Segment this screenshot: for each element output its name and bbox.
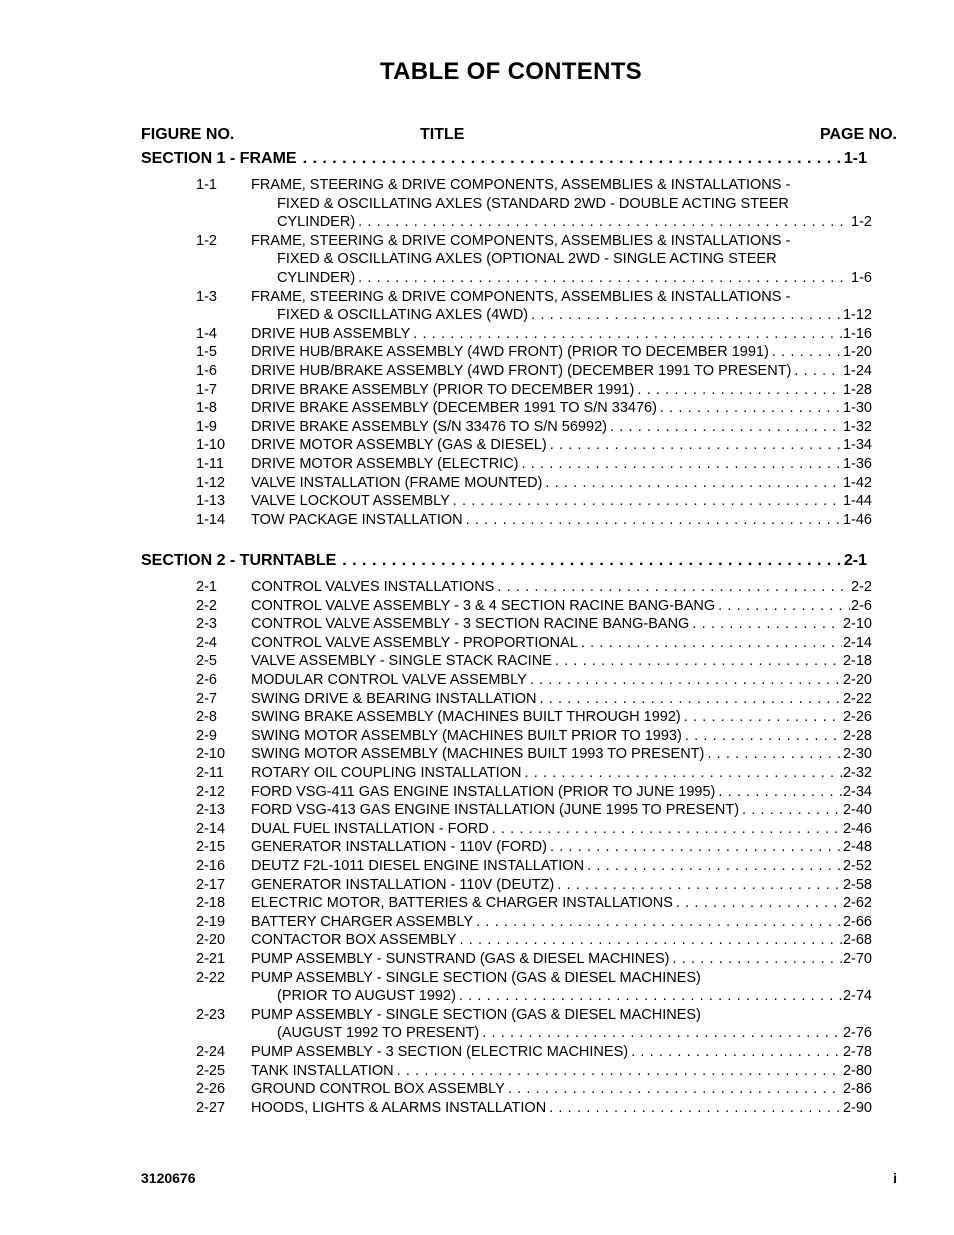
entry-title: DRIVE BRAKE ASSEMBLY (DECEMBER 1991 TO S/N 33476) <box>251 400 657 417</box>
entry-title: FORD VSG-411 GAS ENGINE INSTALLATION (PRIOR TO JUNE 1995) <box>251 783 716 800</box>
figure-number: 1-14 <box>196 511 226 528</box>
dot-leader <box>482 1025 842 1041</box>
figure-number: 2-17 <box>196 876 226 893</box>
dot-leader <box>660 400 842 416</box>
entry-title: PUMP ASSEMBLY - 3 SECTION (ELECTRIC MACHINES) <box>251 1044 629 1060</box>
entry-page: 2-10 <box>842 616 872 633</box>
entry-page: 1-46 <box>842 511 872 528</box>
entry-page: 2-6 <box>851 597 872 614</box>
section-heading[interactable] <box>141 150 867 168</box>
dot-leader <box>676 895 842 911</box>
entry-page: 2-70 <box>842 951 872 967</box>
dot-leader <box>718 598 850 614</box>
dot-leader <box>610 419 842 435</box>
dot-leader <box>492 821 842 837</box>
figure-number: 2-16 <box>196 858 226 874</box>
entry-title: FRAME, STEERING & DRIVE COMPONENTS, ASSEMBLIES & INSTALLATIONS - <box>251 288 791 305</box>
figure-number: 1-4 <box>196 325 217 342</box>
dot-leader <box>530 672 842 688</box>
page-no-header: PAGE NO. <box>819 126 897 143</box>
figure-number: 2-12 <box>196 783 226 800</box>
figure-number: 2-18 <box>196 895 226 912</box>
figure-number: 1-10 <box>196 437 226 454</box>
entry-title: PUMP ASSEMBLY - SINGLE SECTION (GAS & DIESEL MACHINES) <box>251 1006 701 1023</box>
dot-leader <box>684 709 842 725</box>
dot-leader <box>794 363 842 379</box>
dot-leader <box>672 951 842 967</box>
entry-page: 2-20 <box>842 672 872 688</box>
entry-page: 2-76 <box>842 1025 872 1042</box>
dot-leader <box>358 270 850 286</box>
entry-title: DRIVE HUB/BRAKE ASSEMBLY (4WD FRONT) (DECEMBER 1991 TO PRESENT) <box>251 363 792 379</box>
entry-page: 1-6 <box>851 269 872 286</box>
dot-leader <box>550 437 842 453</box>
dot-leader <box>555 653 842 669</box>
entry-page: 2-22 <box>842 690 872 707</box>
entry-title: DRIVE BRAKE ASSEMBLY (PRIOR TO DECEMBER 1991) <box>251 381 635 398</box>
entry-title: DRIVE BRAKE ASSEMBLY (S/N 33476 TO S/N 56992) <box>251 418 607 435</box>
entry-title: ROTARY OIL COUPLING INSTALLATION <box>251 765 522 781</box>
section-heading[interactable] <box>141 552 867 570</box>
entry-title: SWING DRIVE & BEARING INSTALLATION <box>251 690 537 707</box>
figure-number: 2-1 <box>196 579 217 595</box>
figure-number: 2-24 <box>196 1044 226 1060</box>
entry-page: 1-24 <box>842 363 872 379</box>
dot-leader <box>742 802 842 818</box>
entry-page: 2-74 <box>842 988 872 1005</box>
entry-page: 2-30 <box>842 746 872 763</box>
entry-page: 1-42 <box>842 474 872 491</box>
dot-leader <box>581 635 842 651</box>
section-page: 2-1 <box>843 552 867 569</box>
entry-page: 2-52 <box>842 858 872 874</box>
figure-number: 2-25 <box>196 1062 226 1079</box>
entry-page: 2-62 <box>842 895 872 912</box>
entry-page: 2-90 <box>842 1099 872 1116</box>
dot-leader <box>539 691 841 707</box>
page-title: TABLE OF CONTENTS <box>380 58 642 85</box>
figure-number: 1-1 <box>196 177 217 193</box>
dot-leader <box>772 344 842 360</box>
figure-number: 2-26 <box>196 1081 226 1098</box>
entry-title: DRIVE HUB/BRAKE ASSEMBLY (4WD FRONT) (PRIOR TO DECEMBER 1991) <box>251 344 769 361</box>
figure-number: 2-3 <box>196 616 217 633</box>
figure-number: 1-6 <box>196 363 217 379</box>
entry-page: 2-14 <box>842 634 872 651</box>
entry-title: DRIVE MOTOR ASSEMBLY (GAS & DIESEL) <box>251 437 547 454</box>
entry-title: CONTROL VALVE ASSEMBLY - PROPORTIONAL <box>251 634 578 651</box>
figure-number: 2-27 <box>196 1099 226 1116</box>
entry-title: GENERATOR INSTALLATION - 110V (DEUTZ) <box>251 876 555 893</box>
entry-title: MODULAR CONTROL VALVE ASSEMBLY <box>251 672 527 688</box>
entry-page: 2-34 <box>842 783 872 800</box>
entry-page: 1-36 <box>842 456 872 472</box>
title-header: TITLE <box>420 126 465 143</box>
dot-leader <box>459 932 842 948</box>
entry-title: PUMP ASSEMBLY - SUNSTRAND (GAS & DIESEL MACHINES) <box>251 951 670 967</box>
entry-page: 2-46 <box>842 820 872 837</box>
dot-leader <box>358 214 850 230</box>
entry-title: GROUND CONTROL BOX ASSEMBLY <box>251 1081 505 1098</box>
figure-number: 2-20 <box>196 932 226 949</box>
dot-leader <box>466 512 842 528</box>
dot-leader <box>531 307 842 323</box>
figure-number: 2-13 <box>196 802 226 819</box>
figure-number: 2-6 <box>196 672 217 688</box>
dot-leader <box>557 877 842 893</box>
figure-number: 2-10 <box>196 746 226 763</box>
entry-page: 2-48 <box>842 839 872 856</box>
entry-title: PUMP ASSEMBLY - SINGLE SECTION (GAS & DIESEL MACHINES) <box>251 969 701 986</box>
entry-title: CYLINDER) <box>277 269 356 286</box>
figure-number: 1-5 <box>196 344 217 361</box>
dot-leader <box>497 579 850 595</box>
entry-title: FIXED & OSCILLATING AXLES (4WD) <box>277 307 529 324</box>
entry-title: FORD VSG-413 GAS ENGINE INSTALLATION (JUNE 1995 TO PRESENT) <box>251 802 740 819</box>
entry-page: 2-28 <box>842 727 872 744</box>
figure-number: 2-8 <box>196 709 217 726</box>
dot-leader <box>545 475 842 491</box>
entry-title: DRIVE HUB ASSEMBLY <box>251 325 411 342</box>
entry-page: 1-2 <box>851 214 872 231</box>
section-label: SECTION 1 - FRAME <box>141 150 297 167</box>
entry-page: 2-66 <box>842 913 872 930</box>
dot-leader <box>549 1100 842 1116</box>
figure-number: 2-21 <box>196 951 226 967</box>
entry-page: 2-2 <box>851 579 872 595</box>
figure-number: 1-3 <box>196 288 217 305</box>
figure-no-header: FIGURE NO. <box>141 126 235 143</box>
entry-title: CONTACTOR BOX ASSEMBLY <box>251 932 457 949</box>
dot-leader <box>459 988 842 1004</box>
dot-leader <box>692 616 842 632</box>
entry-title: CONTROL VALVES INSTALLATIONS <box>251 579 495 595</box>
dot-leader <box>453 493 842 509</box>
entry-page: 1-20 <box>842 344 872 361</box>
dot-leader <box>522 456 842 472</box>
entry-page: 1-16 <box>842 325 872 342</box>
figure-number: 1-7 <box>196 381 217 398</box>
figure-number: 2-22 <box>196 969 226 986</box>
entry-title: DRIVE MOTOR ASSEMBLY (ELECTRIC) <box>251 456 519 472</box>
entry-title: VALVE LOCKOUT ASSEMBLY <box>251 493 450 510</box>
figure-number: 1-12 <box>196 474 226 491</box>
figure-number: 2-23 <box>196 1006 226 1023</box>
dot-leader <box>524 765 842 781</box>
section-page: 1-1 <box>843 150 867 167</box>
entry-title: VALVE ASSEMBLY - SINGLE STACK RACINE <box>251 653 552 670</box>
entry-title: FIXED & OSCILLATING AXLES (STANDARD 2WD - DOUBLE ACTING STEER <box>277 195 789 212</box>
dot-leader <box>303 150 842 168</box>
figure-number: 2-5 <box>196 653 217 670</box>
dot-leader <box>397 1063 842 1079</box>
figure-number: 1-13 <box>196 493 226 510</box>
figure-number: 2-2 <box>196 597 217 614</box>
figure-number: 2-11 <box>196 765 224 781</box>
dot-leader <box>342 552 842 570</box>
entry-title: FRAME, STEERING & DRIVE COMPONENTS, ASSEMBLIES & INSTALLATIONS - <box>251 177 791 193</box>
dot-leader <box>707 746 842 762</box>
entry-title: SWING MOTOR ASSEMBLY (MACHINES BUILT PRIOR TO 1993) <box>251 727 682 744</box>
entry-page: 2-78 <box>842 1044 872 1060</box>
entry-page: 1-30 <box>842 400 872 417</box>
entry-page: 2-86 <box>842 1081 872 1098</box>
entry-title: GENERATOR INSTALLATION - 110V (FORD) <box>251 839 547 856</box>
entry-page: 1-34 <box>842 437 872 454</box>
entry-title: VALVE INSTALLATION (FRAME MOUNTED) <box>251 474 543 491</box>
figure-number: 1-2 <box>196 232 217 249</box>
figure-number: 1-9 <box>196 418 217 435</box>
entry-page: 2-18 <box>842 653 872 670</box>
figure-number: 2-9 <box>196 727 217 744</box>
dot-leader <box>508 1081 842 1097</box>
entry-page: 2-68 <box>842 932 872 949</box>
entry-title: SWING BRAKE ASSEMBLY (MACHINES BUILT THROUGH 1992) <box>251 709 681 726</box>
entry-title: CYLINDER) <box>277 214 356 231</box>
entry-title: TANK INSTALLATION <box>251 1062 394 1079</box>
entry-title: BATTERY CHARGER ASSEMBLY <box>251 913 474 930</box>
dot-leader <box>413 326 842 342</box>
entry-page: 2-58 <box>842 876 872 893</box>
entry-page: 2-80 <box>842 1062 872 1079</box>
entry-title: HOODS, LIGHTS & ALARMS INSTALLATION <box>251 1099 547 1116</box>
entry-title: CONTROL VALVE ASSEMBLY - 3 SECTION RACINE BANG-BANG <box>251 616 690 633</box>
figure-number: 1-8 <box>196 400 217 417</box>
figure-number: 2-19 <box>196 913 226 930</box>
dot-leader <box>685 728 842 744</box>
entry-title: DUAL FUEL INSTALLATION - FORD <box>251 820 489 837</box>
dot-leader <box>631 1044 842 1060</box>
dot-leader <box>718 784 842 800</box>
entry-title: (AUGUST 1992 TO PRESENT) <box>277 1025 480 1042</box>
entry-title: ELECTRIC MOTOR, BATTERIES & CHARGER INSTALLATIONS <box>251 895 673 912</box>
entry-page: 1-32 <box>842 418 872 435</box>
dot-leader <box>587 858 842 874</box>
dot-leader <box>550 839 842 855</box>
footer-page-number: i <box>893 1170 897 1186</box>
entry-title: TOW PACKAGE INSTALLATION <box>251 511 463 528</box>
entry-title: SWING MOTOR ASSEMBLY (MACHINES BUILT 1993 TO PRESENT) <box>251 746 705 763</box>
figure-number: 2-15 <box>196 839 226 856</box>
section-label: SECTION 2 - TURNTABLE <box>141 552 337 569</box>
entry-title: DEUTZ F2L-1011 DIESEL ENGINE INSTALLATION <box>251 858 585 874</box>
document-number: 3120676 <box>141 1170 196 1186</box>
entry-page: 1-12 <box>842 307 872 324</box>
entry-page: 1-44 <box>842 493 872 510</box>
figure-number: 2-4 <box>196 634 217 651</box>
entry-page: 2-26 <box>842 709 872 726</box>
entry-title: FRAME, STEERING & DRIVE COMPONENTS, ASSEMBLIES & INSTALLATIONS - <box>251 232 791 249</box>
entry-page: 2-32 <box>842 765 872 781</box>
figure-number: 1-11 <box>196 456 224 472</box>
entry-title: CONTROL VALVE ASSEMBLY - 3 & 4 SECTION RACINE BANG-BANG <box>251 597 716 614</box>
dot-leader <box>637 382 842 398</box>
dot-leader <box>476 914 842 930</box>
entry-title: (PRIOR TO AUGUST 1992) <box>277 988 456 1005</box>
figure-number: 2-14 <box>196 820 226 837</box>
entry-page: 1-28 <box>842 381 872 398</box>
entry-page: 2-40 <box>842 802 872 819</box>
entry-title: FIXED & OSCILLATING AXLES (OPTIONAL 2WD - SINGLE ACTING STEER <box>277 251 777 268</box>
figure-number: 2-7 <box>196 690 217 707</box>
